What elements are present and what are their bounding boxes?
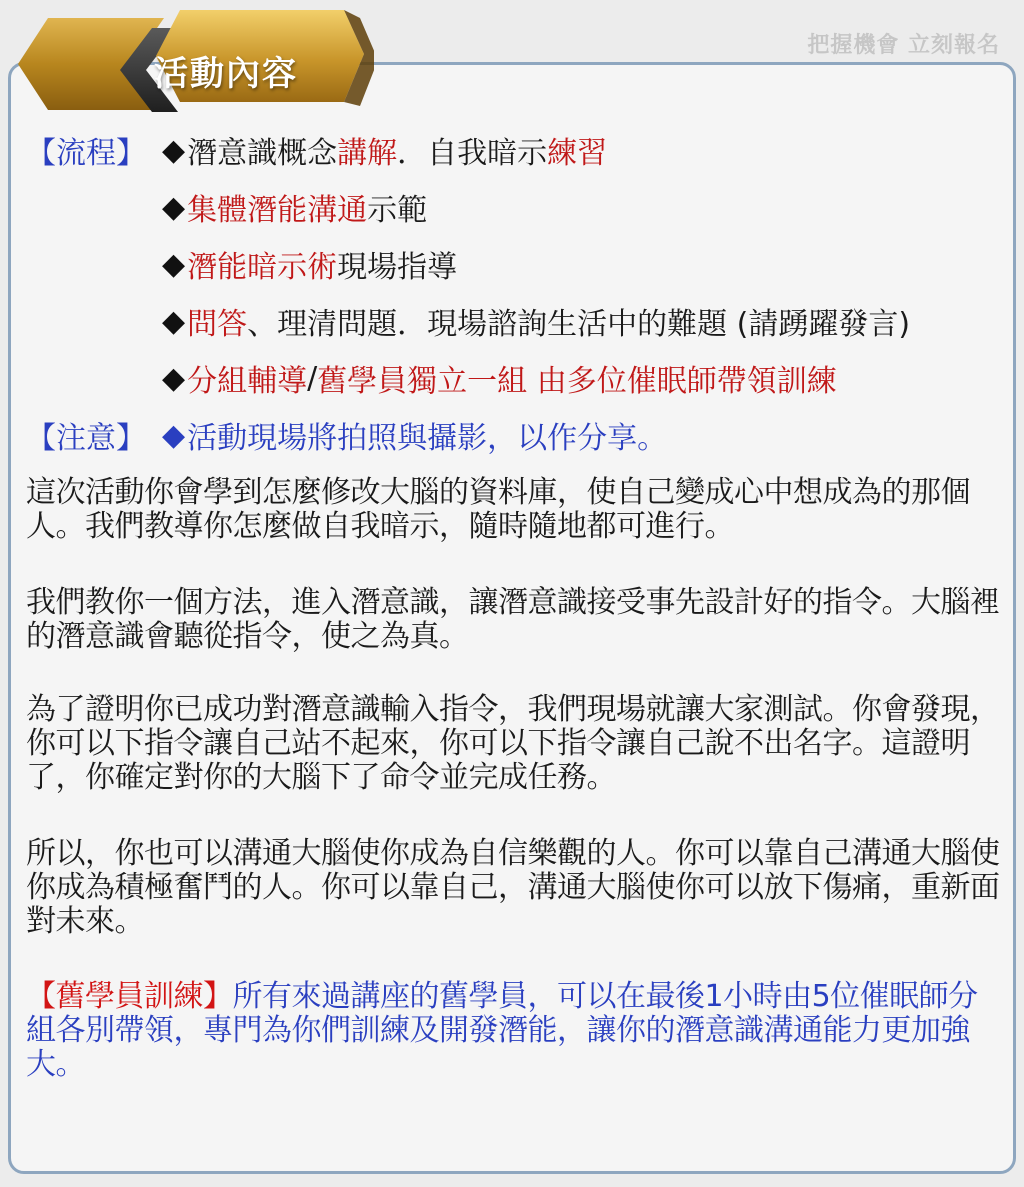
flow-item-1-c: ．自我暗示 [397, 136, 548, 171]
alumni-paragraph [26, 980, 1006, 1082]
flow-item-1-b: 講解 [337, 136, 398, 171]
flow-tag: 【流程】 [26, 136, 146, 171]
diamond-bullet-icon: ◆ [162, 132, 186, 168]
paragraph-3: 為了證明你已成功對潛意識輸入指令，我們現場就讓大家測試。你會發現，你可以下指令讓自己站不起來，你可以下指令讓自己說不出名字。這證明了，你確定對你的大腦下了命令並完成任務。 [26, 692, 1000, 795]
flow-item-4-a: 問答 [187, 307, 248, 342]
flow-item-2-b: 示範 [367, 193, 428, 228]
flow-row-2 [26, 183, 427, 231]
flow-item-2-a: 集體潛能溝通 [187, 193, 368, 228]
notice-row [26, 411, 667, 459]
flow-item-1-d: 練習 [547, 136, 608, 171]
flow-item-5-c: 舊學員獨立一組 由多位催眠師帶領訓練 [317, 364, 837, 399]
flow-row-1 [26, 126, 607, 174]
diamond-bullet-icon: ◆ [162, 303, 186, 339]
alumni-text: 所有來過講座的舊學員，可以在最後1小時由5位催眠師分組各別帶領，專門為你們訓練及開發潛能，讓你的潛意識溝通能力更加強大。 [26, 979, 978, 1082]
flow-item-1-a: 潛意識概念 [187, 136, 338, 171]
flow-item-5-b: / [307, 360, 318, 396]
flow-row-4 [26, 297, 910, 345]
flow-item-5-a: 分組輔導 [187, 364, 308, 399]
paragraph-1: 這次活動你會學到怎麼修改大腦的資料庫，使自己變成心中想成為的那個人。我們教導你怎麼做自我暗示，隨時隨地都可進行。 [26, 475, 970, 544]
banner-title: 活動內容 [154, 54, 298, 94]
flow-row-5 [26, 354, 837, 402]
diamond-bullet-icon: ◆ [162, 360, 186, 396]
notice-tag: 【注意】 [26, 421, 146, 456]
flow-row-3 [26, 240, 457, 288]
paragraph-2: 我們教你一個方法，進入潛意識，讓潛意識接受事先設計好的指令。大腦裡的潛意識會聽從指令，使之為真。 [26, 585, 1000, 654]
section-banner [14, 6, 374, 116]
tagline: 把握機會 立刻報名 [807, 33, 1000, 58]
paragraph-4: 所以，你也可以溝通大腦使你成為自信樂觀的人。你可以靠自己溝通大腦使你成為積極奮鬥的人。你可以靠自己，溝通大腦使你可以放下傷痛，重新面對未來。 [26, 836, 1000, 939]
flow-item-4-b: 、理清問題．現場諮詢生活中的難題 (請踴躍發言) [247, 307, 911, 342]
diamond-bullet-icon: ◆ [162, 246, 186, 282]
diamond-bullet-icon: ◆ [162, 189, 186, 225]
alumni-tag: 【舊學員訓練】 [26, 979, 233, 1014]
diamond-bullet-icon: ◆ [162, 417, 186, 453]
flow-item-3-a: 潛能暗示術 [187, 250, 338, 285]
flow-item-3-b: 現場指導 [337, 250, 458, 285]
notice-text: 活動現場將拍照與攝影，以作分享。 [187, 421, 668, 456]
